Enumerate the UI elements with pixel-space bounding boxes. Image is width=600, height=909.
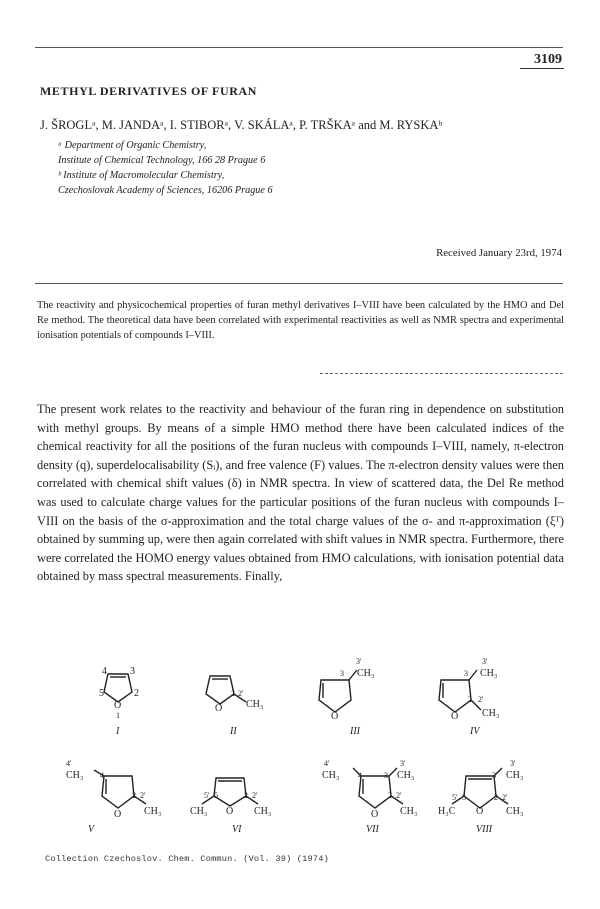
structure-V-pos4p: 4' <box>66 759 72 768</box>
structure-IV-pos3p: 3' <box>482 657 488 666</box>
structure-IV-pos2p: 2' <box>478 695 484 704</box>
structure-I-pos2: 2 <box>134 688 139 699</box>
structure-VIII-pos2p: 2' <box>502 793 508 802</box>
structure-VII-pos4p: 4' <box>324 759 330 768</box>
page-number-underline <box>520 68 564 69</box>
structure-IV-pos3: 3 <box>464 669 468 678</box>
structure-II-oxygen: O <box>215 703 223 714</box>
compound-label-VI: VI <box>232 824 242 835</box>
structure-VI <box>202 778 258 806</box>
structure-I-pos5: 5 <box>99 688 104 699</box>
structure-VIII-pos2: 2 <box>494 793 498 802</box>
structure-VIII-methyl-2: CH₃ <box>506 806 524 817</box>
body-text <box>37 400 564 586</box>
structure-VII-methyl-3: CH₃ <box>397 770 415 781</box>
paper-title: METHYL DERIVATIVES OF FURAN <box>40 84 258 98</box>
compound-label-III: III <box>350 726 360 737</box>
structure-IV-oxygen: O <box>451 711 459 722</box>
structure-I-pos4: 4 <box>102 666 107 677</box>
structure-III-pos3: 3 <box>340 669 344 678</box>
body-paragraph: The present work relates to the reactivity and behaviour of the furan ring in dependence on substitution with methyl groups. By means of a simple HMO method there have been calculated indices of the chemical reactivity for all the positions of the furan nucleus with compounds I–VIII, namely, π-electron density (q), superdelocalisability (Sᵢ), and free valence (F) values. The π-electron density values were then correlated with chemical shift values (δ) in NMR spectra. In view of scattered data, the Del Re method was used to calculate charge values for the particular positions of the furan nucleus with compounds I–VIII on the basis of the σ-approximation and the total charge values of the σ- and π-approximation (ξᵀ) obtained by summing up, were then again correlated with shift values in NMR spectra. Furthermore, there were correlated the HOMO energy values obtained from HMO calculations, with ionisation potential data obtained by mass spectral measurements. Finally, <box>37 402 564 584</box>
structure-VI-pos2p: 2' <box>252 791 258 800</box>
compound-label-VIII: VIII <box>476 824 493 835</box>
structure-II-pos2: 2 <box>231 689 235 698</box>
structure-II-pos2p: 2' <box>238 689 244 698</box>
structure-IV-methyl-3: CH₃ <box>480 668 498 679</box>
structure-V-methyl-4: CH₃ <box>66 770 84 781</box>
structure-VI-pos5: 5 <box>214 791 218 800</box>
structure-VIII-pos3: 3 <box>492 771 496 780</box>
structure-VII-methyl-2: CH₃ <box>400 806 418 817</box>
compound-label-IV: IV <box>470 726 480 737</box>
structure-VII-pos3p: 3' <box>400 759 406 768</box>
structure-VII-methyl-4: CH₃ <box>322 770 340 781</box>
structure-III <box>319 670 357 712</box>
affiliation-line-2: Institute of Chemical Technology, 166 28 Prague 6 <box>58 155 266 166</box>
structure-VII-pos3: 3 <box>384 771 388 780</box>
structure-IV-methyl-2: CH₃ <box>482 708 500 719</box>
top-rule <box>35 47 563 48</box>
structure-VIII-oxygen: O <box>476 806 484 817</box>
structure-III-pos3p: 3' <box>356 657 362 666</box>
compound-label-V: V <box>88 824 95 835</box>
structure-V-pos2: 2 <box>132 791 136 800</box>
affiliation-line-4: Czechoslovak Academy of Sciences, 16206 Prague 6 <box>58 185 273 196</box>
journal-footer: Collection Czechoslov. Chem. Commun. (Vol. 39) (1974) <box>45 854 329 864</box>
structure-VII-oxygen: O <box>371 809 379 820</box>
structure-VI-methyl-5: CH₃ <box>190 806 208 817</box>
structure-VIII-methyl-5: H₃C <box>438 806 456 817</box>
structure-VI-pos5p: 5' <box>204 791 210 800</box>
structure-VIII-pos5p: 5' <box>452 793 458 802</box>
received-date: Received January 23rd, 1974 <box>436 247 562 259</box>
structure-IV-pos2: 2 <box>468 695 472 704</box>
structure-I-pos1: 1 <box>116 711 120 720</box>
abstract-bottom-rule <box>320 373 563 374</box>
abstract: The reactivity and physicochemical properties of furan methyl derivatives I–VIII have been calculated by the HMO and Del Re method. The theoretical data have been correlated with experimental reactivities as well as NMR spectra and experimental ionisation potentials of compounds I–VIII. <box>37 300 564 341</box>
structure-VII-pos4: 4 <box>358 771 362 780</box>
structure-VIII <box>452 768 508 808</box>
structure-I-pos3: 3 <box>130 666 135 677</box>
structure-VI-pos2: 2 <box>244 791 248 800</box>
page-number: 3109 <box>534 52 562 67</box>
structure-V-oxygen: O <box>114 809 122 820</box>
structure-V-pos2p: 2' <box>140 791 146 800</box>
structure-III-oxygen: O <box>331 711 339 722</box>
structure-IV <box>439 670 481 712</box>
affiliation-line-3: ᵇ Institute of Macromolecular Chemistry, <box>58 170 225 181</box>
structure-I-oxygen: O <box>114 700 122 711</box>
structure-VIII-methyl-3: CH₃ <box>506 770 524 781</box>
structure-VIII-pos3p: 3' <box>510 759 516 768</box>
structure-VII-pos2: 2 <box>388 791 392 800</box>
abstract-top-rule <box>35 283 563 284</box>
structure-II-methyl: CH₃ <box>246 699 264 710</box>
compound-label-II: II <box>230 726 237 737</box>
affiliation-line-1: ᵃ Department of Organic Chemistry, <box>58 140 207 151</box>
structure-VII-pos2p: 2' <box>396 791 402 800</box>
structure-VIII-pos5: 5 <box>462 793 466 802</box>
structure-VI-methyl-2: CH₃ <box>254 806 272 817</box>
structure-III-methyl: CH₃ <box>357 668 375 679</box>
author-list: J. ŠROGLᵃ, M. JANDAᵃ, I. STIBORᵃ, V. SKÁLAᵃ, P. TRŠKAᵃ and M. RYSKAᵇ <box>40 118 443 132</box>
structure-VI-oxygen: O <box>226 806 234 817</box>
compound-label-VII: VII <box>366 824 379 835</box>
structure-I <box>104 674 132 702</box>
compound-structures <box>0 650 600 850</box>
structure-V-pos4: 4 <box>100 771 104 780</box>
structure-V-methyl-2: CH₃ <box>144 806 162 817</box>
compound-label-I: I <box>116 726 120 737</box>
